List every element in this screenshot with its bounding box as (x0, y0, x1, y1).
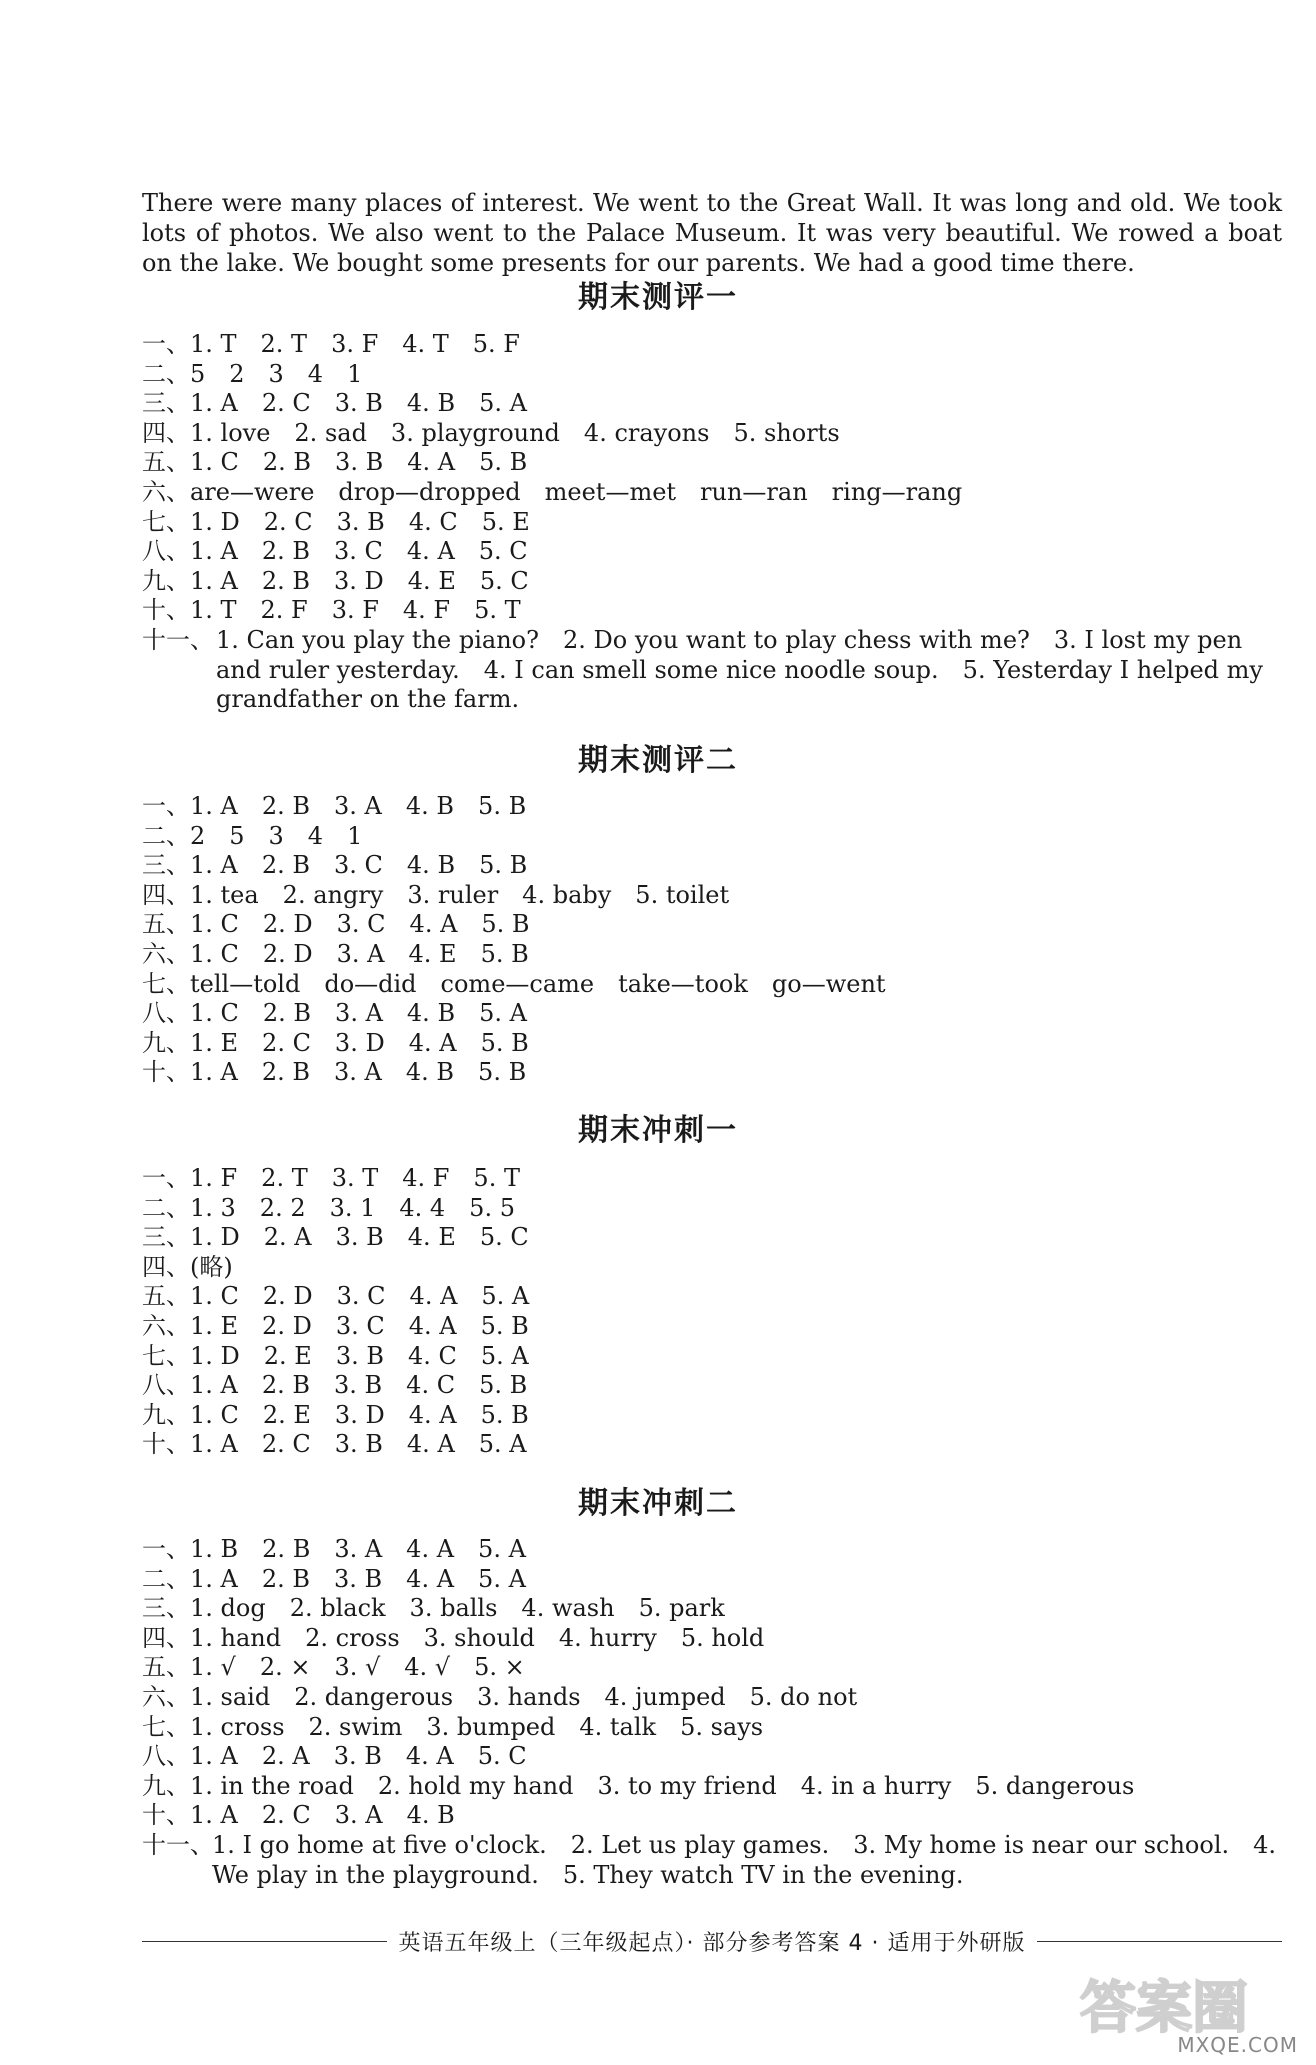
row-label: 六、 (142, 1682, 190, 1711)
answer-row (142, 851, 1292, 881)
answer-row (142, 478, 1292, 508)
row-label: 十一、 (142, 625, 214, 654)
row-content: 1. in the road 2. hold my hand 3. to my friend 4. in a hurry 5. dangerous (190, 1771, 1135, 1800)
row-content: 1. T 2. T 3. F 4. T 5. F (190, 330, 520, 358)
row-label: 四、 (142, 418, 190, 447)
row-label: 八、 (142, 1742, 190, 1771)
answer-row (142, 1565, 1292, 1595)
row-content: 1. 3 2. 2 3. 1 4. 4 5. 5 (190, 1193, 515, 1222)
row-content: 1. A 2. B 3. B 4. C 5. B (190, 1371, 528, 1400)
answer-row (142, 567, 1292, 597)
answer-row (142, 1831, 1292, 1890)
row-label: 一、 (142, 330, 190, 358)
row-label: 三、 (142, 1594, 190, 1623)
answer-row (142, 1594, 1292, 1624)
answer-row (142, 1772, 1292, 1802)
answer-row (142, 1801, 1292, 1831)
answer-row (142, 330, 1292, 360)
row-content: 1. A 2. B 3. A 4. B 5. B (190, 1058, 527, 1087)
section-1-answers (142, 330, 1292, 715)
row-content: 1. love 2. sad 3. playground 4. crayons 5. shorts (190, 418, 840, 447)
answer-row (142, 1253, 1292, 1283)
answer-row (142, 822, 1292, 852)
row-content: 2 5 3 4 1 (190, 821, 363, 850)
row-content: are—were drop—dropped meet—met run—ran ring—rang (190, 477, 963, 506)
row-label: 五、 (142, 910, 190, 939)
row-label: 九、 (142, 1028, 190, 1057)
row-label: 八、 (142, 1371, 190, 1400)
answer-row (142, 537, 1292, 567)
row-label: 七、 (142, 1712, 190, 1741)
row-content: 1. I go home at five o'clock. 2. Let us play games. 3. My home is near our school. 4. We play in the playground. 5. They watch TV in the evening. (212, 1830, 1277, 1889)
row-content: 1. √ 2. × 3. √ 4. √ 5. × (190, 1653, 525, 1682)
row-content: 1. A 2. B 3. C 4. A 5. C (190, 537, 528, 566)
row-content: 1. A 2. C 3. B 4. B 5. A (190, 389, 527, 418)
row-content: 1. A 2. C 3. B 4. A 5. A (190, 1430, 527, 1459)
answer-row (142, 419, 1292, 449)
row-content: (略) (190, 1252, 233, 1281)
row-content: 1. C 2. D 3. A 4. E 5. B (190, 939, 529, 968)
row-content: 1. D 2. C 3. B 4. C 5. E (190, 507, 530, 536)
answer-row (142, 940, 1292, 970)
section-title-3: 期末冲刺一 (578, 1113, 738, 1148)
answer-row (142, 1312, 1292, 1342)
row-label: 七、 (142, 507, 190, 536)
row-content: 1. A 2. B 3. D 4. E 5. C (190, 566, 529, 595)
row-content: 1. T 2. F 3. F 4. F 5. T (190, 596, 521, 625)
row-content: 1. D 2. A 3. B 4. E 5. C (190, 1223, 529, 1252)
row-content: 1. said 2. dangerous 3. hands 4. jumped 5. do not (190, 1682, 858, 1711)
row-content: 1. B 2. B 3. A 4. A 5. A (190, 1535, 526, 1563)
row-content: 1. A 2. B 3. C 4. B 5. B (190, 851, 528, 880)
answer-row (142, 1371, 1292, 1401)
answer-row (142, 999, 1292, 1029)
footer-rule-right (1037, 1941, 1282, 1942)
row-label: 五、 (142, 1653, 190, 1682)
section-title-1: 期末测评一 (578, 280, 738, 315)
answer-row (142, 1535, 1292, 1565)
answer-row (142, 596, 1292, 626)
row-label: 四、 (142, 880, 190, 909)
answer-row (142, 360, 1292, 390)
answer-row (142, 1164, 1292, 1194)
row-content: 1. C 2. B 3. A 4. B 5. A (190, 999, 527, 1028)
row-label: 十、 (142, 1058, 190, 1087)
answer-row (142, 448, 1292, 478)
row-content: 1. C 2. E 3. D 4. A 5. B (190, 1400, 529, 1429)
row-content: 1. E 2. C 3. D 4. A 5. B (190, 1028, 529, 1057)
watermark-url: MXQE.COM (1177, 2033, 1298, 2057)
section-4-answers (142, 1535, 1292, 1890)
row-label: 十、 (142, 1801, 190, 1830)
answer-row (142, 1683, 1292, 1713)
page-footer (142, 1924, 1282, 1958)
row-label: 十、 (142, 596, 190, 625)
row-label: 七、 (142, 969, 190, 998)
section-title-2: 期末测评二 (578, 743, 738, 778)
row-content: 1. Can you play the piano? 2. Do you want to play chess with me? 3. I lost my pen and ruler yesterday. 4. I can smell some nice noodle soup. 5. Yesterday I helped my grandfather on the farm. (216, 625, 1263, 714)
answer-row (142, 1401, 1292, 1431)
row-label: 一、 (142, 792, 190, 820)
row-label: 十一、 (142, 1830, 214, 1859)
row-label: 五、 (142, 448, 190, 477)
row-label: 六、 (142, 939, 190, 968)
answer-row (142, 508, 1292, 538)
row-content: 1. C 2. D 3. C 4. A 5. B (190, 910, 530, 939)
row-content: 1. C 2. D 3. C 4. A 5. A (190, 1282, 530, 1311)
answer-row (142, 1742, 1292, 1772)
answer-row (142, 389, 1292, 419)
row-content: 1. A 2. B 3. A 4. B 5. B (190, 792, 527, 820)
row-label: 十、 (142, 1430, 190, 1459)
answer-row (142, 1058, 1292, 1088)
row-label: 四、 (142, 1252, 190, 1281)
row-content: 1. D 2. E 3. B 4. C 5. A (190, 1341, 529, 1370)
row-content: 1. A 2. A 3. B 4. A 5. C (190, 1742, 527, 1771)
row-label: 三、 (142, 389, 190, 418)
row-label: 四、 (142, 1623, 190, 1652)
answer-row (142, 1713, 1292, 1743)
footer-text: 英语五年级上（三年级起点）· 部分参考答案 4 · 适用于外研版 (398, 1930, 1026, 1956)
row-label: 九、 (142, 1400, 190, 1429)
watermark-logo-text: 答案圈 (1080, 1976, 1248, 2041)
row-label: 二、 (142, 821, 190, 850)
row-label: 八、 (142, 999, 190, 1028)
row-label: 六、 (142, 1311, 190, 1340)
footer-rule-left (142, 1941, 387, 1942)
answer-row (142, 910, 1292, 940)
answer-row (142, 792, 1292, 822)
answer-row (142, 1223, 1292, 1253)
answer-row (142, 1282, 1292, 1312)
section-3-answers (142, 1164, 1292, 1460)
row-content: 1. A 2. C 3. A 4. B (190, 1801, 455, 1830)
row-label: 六、 (142, 477, 190, 506)
answer-row (142, 1430, 1292, 1460)
row-label: 七、 (142, 1341, 190, 1370)
section-2-answers (142, 792, 1292, 1088)
answer-row (142, 1624, 1292, 1654)
row-label: 一、 (142, 1164, 190, 1192)
row-content: tell—told do—did come—came take—took go—went (190, 969, 886, 998)
row-label: 三、 (142, 851, 190, 880)
row-label: 二、 (142, 359, 190, 388)
answer-row (142, 1029, 1292, 1059)
row-content: 1. E 2. D 3. C 4. A 5. B (190, 1311, 529, 1340)
answer-row (142, 1194, 1292, 1224)
row-content: 1. tea 2. angry 3. ruler 4. baby 5. toilet (190, 880, 730, 909)
answer-row (142, 1342, 1292, 1372)
row-label: 五、 (142, 1282, 190, 1311)
answer-row (142, 1653, 1292, 1683)
intro-paragraph: There were many places of interest. We went to the Great Wall. It was long and old. We took lots of photos. We also went to the Palace Museum. It was very beautiful. We rowed a boat on the lake. We bought some presents for our parents. We had a good time there. (142, 189, 1282, 277)
row-content: 1. cross 2. swim 3. bumped 4. talk 5. says (190, 1712, 764, 1741)
row-content: 5 2 3 4 1 (190, 359, 363, 388)
row-content: 1. F 2. T 3. T 4. F 5. T (190, 1164, 520, 1192)
row-label: 一、 (142, 1535, 190, 1563)
row-label: 二、 (142, 1564, 190, 1593)
row-content: 1. A 2. B 3. B 4. A 5. A (190, 1564, 526, 1593)
row-label: 八、 (142, 537, 190, 566)
row-label: 三、 (142, 1223, 190, 1252)
row-label: 二、 (142, 1193, 190, 1222)
section-title-4: 期末冲刺二 (578, 1486, 738, 1521)
row-label: 九、 (142, 1771, 190, 1800)
row-content: 1. dog 2. black 3. balls 4. wash 5. park (190, 1594, 725, 1623)
row-content: 1. hand 2. cross 3. should 4. hurry 5. hold (190, 1623, 765, 1652)
row-label: 九、 (142, 566, 190, 595)
answer-row (142, 881, 1292, 911)
row-content: 1. C 2. B 3. B 4. A 5. B (190, 448, 528, 477)
answer-row (142, 626, 1292, 715)
answer-row (142, 970, 1292, 1000)
